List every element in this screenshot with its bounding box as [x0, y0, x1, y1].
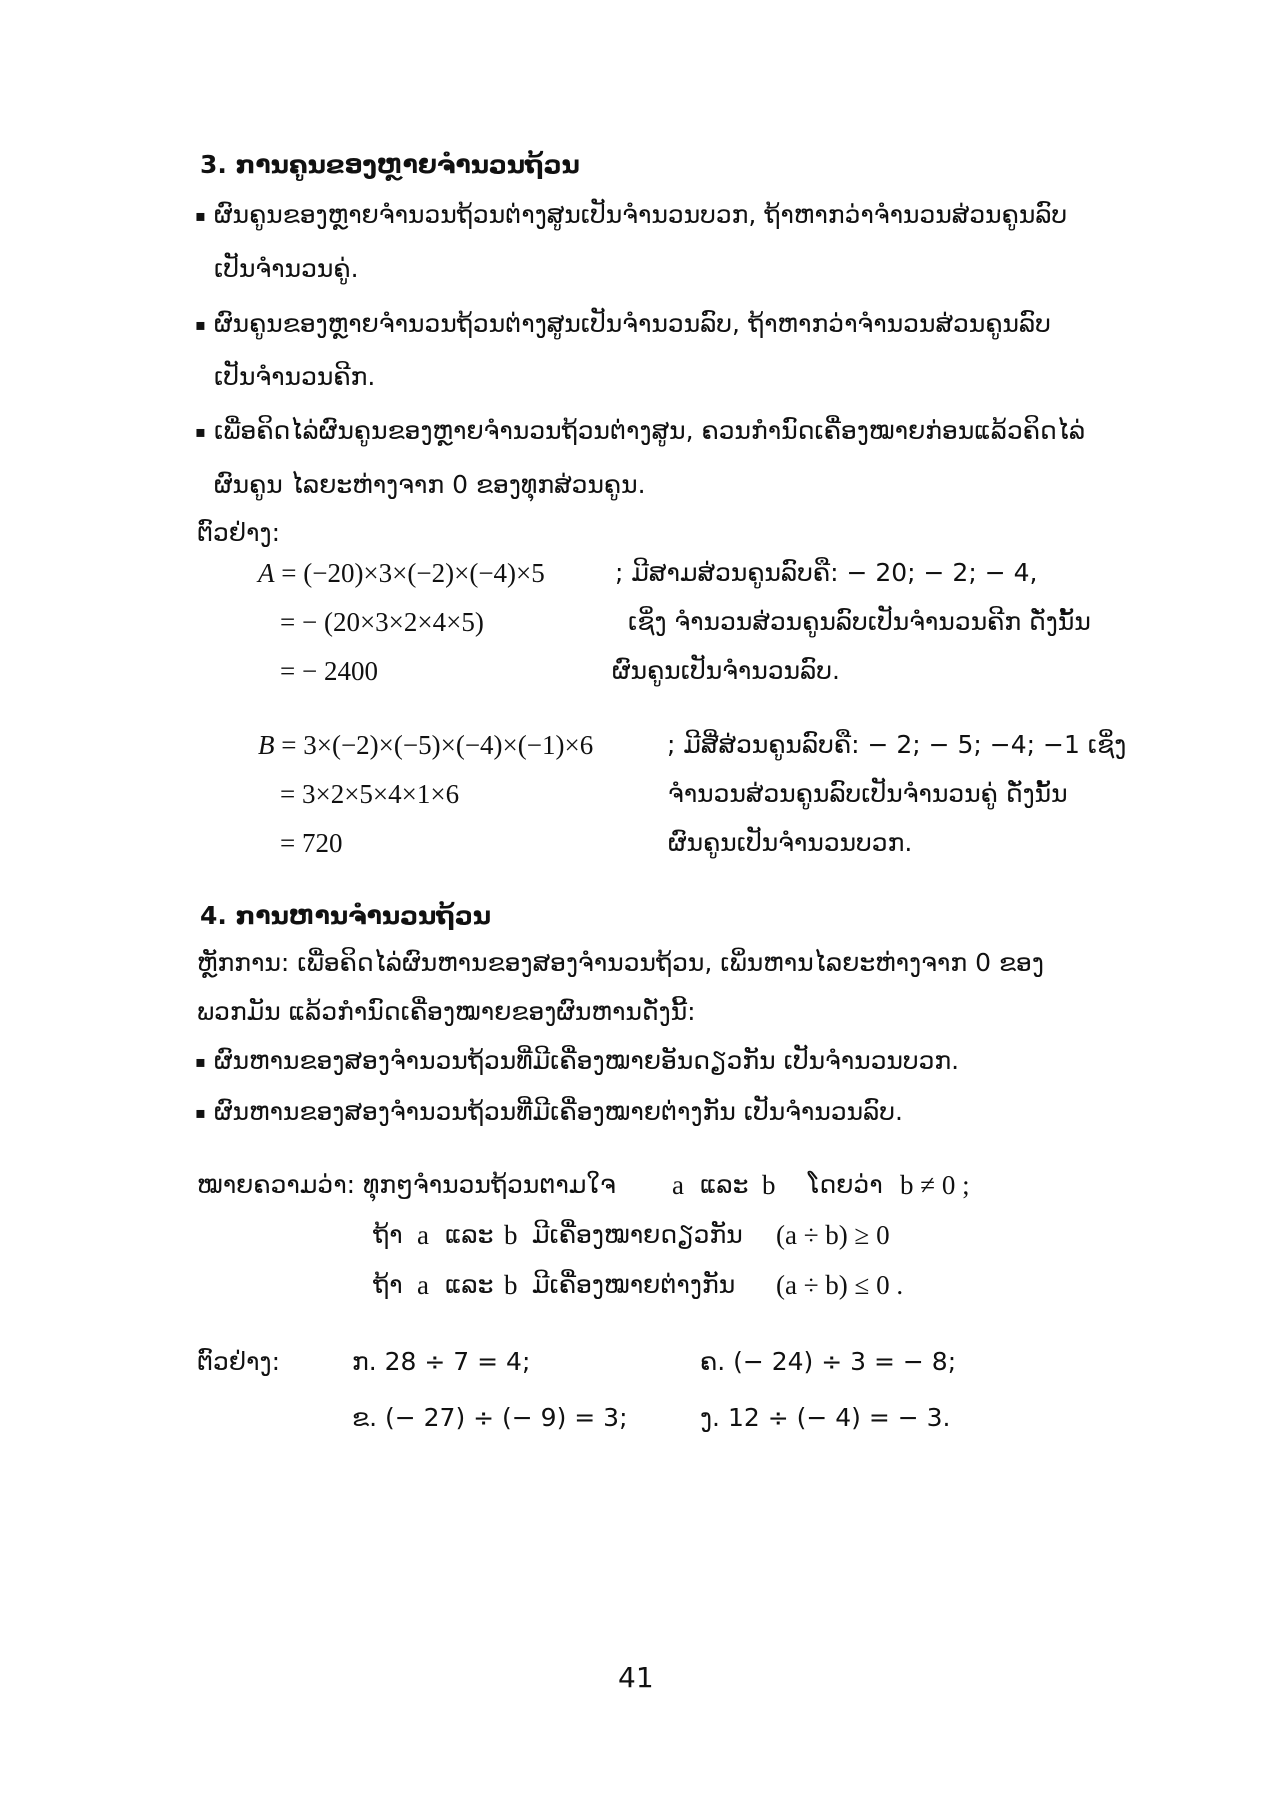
case-2-math: (a ÷ b) ≤ 0 .: [776, 1270, 904, 1300]
example-b-line-1-text: ; ມີສີ່ສ່ວນຄູນລົບຄື: − 2; − 5; −4; −1 ເຊິ່ງ: [667, 730, 1127, 759]
bullet-marker: ▪: [195, 315, 206, 334]
section-4-rule-line-2: ພວກມັນ ແລ້ວກຳນົດເຄື່ອງໝາຍຂອງຜົນຫານດັ່ງນີ້:: [197, 997, 696, 1026]
case-1-var-a: a: [417, 1220, 429, 1250]
case-1-text: ມີເຄື່ອງໝາຍດຽວກັນ: [532, 1220, 743, 1249]
example-b-line-1-math: B = 3×(−2)×(−5)×(−4)×(−1)×6: [258, 730, 594, 760]
example-a-line-3-text: ຜົນຄູນເປັນຈຳນວນລົບ.: [612, 656, 840, 685]
bullet-marker: ▪: [195, 206, 206, 225]
division-example-khai: ຂ. (− 27) ÷ (− 9) = 3;: [352, 1403, 628, 1432]
section-4-rule-line-1: ຫຼັກການ: ເພື່ອຄິດໄລ່ຜົນຫານຂອງສອງຈຳນວນຖ້ວນ, ເພິ່ນຫານໄລຍະຫ່າງຈາກ 0 ຂອງ: [197, 948, 1044, 977]
section-4-bullet-1: ຜົນຫານຂອງສອງຈຳນວນຖ້ວນທີ່ມີເຄື່ອງໝາຍອັນດຽວກັນ ເປັນຈຳນວນບວກ.: [214, 1046, 960, 1075]
division-example-kho: ຄ. (− 24) ÷ 3 = − 8;: [700, 1347, 957, 1376]
meaning-and: ແລະ: [700, 1170, 749, 1199]
example-a-line-2-text: ເຊິ່ງ ຈຳນວນສ່ວນຄູນລົບເປັນຈຳນວນຄີກ ດັ່ງນັ້ນ: [628, 607, 1091, 636]
section-3-bullet-1-line-2: ເປັນຈຳນວນຄູ່.: [214, 254, 359, 283]
case-2-if: ຖ້າ: [373, 1270, 403, 1299]
example-a-line-3-math: = − 2400: [280, 656, 378, 686]
variable-a: A: [258, 558, 275, 588]
meaning-var-a: a: [672, 1170, 684, 1200]
example-label: ຕົວຢ່າງ:: [197, 518, 280, 547]
meaning-condition: b ≠ 0 ;: [900, 1170, 970, 1200]
meaning-var-b: b: [762, 1170, 776, 1200]
case-1-var-b: b: [504, 1220, 518, 1250]
case-2-var-b: b: [504, 1270, 518, 1300]
section-3-title: 3. ການຄູນຂອງຫຼາຍຈຳນວນຖ້ວນ: [200, 150, 580, 179]
case-1-if: ຖ້າ: [373, 1220, 403, 1249]
section-3-bullet-3-line-1: ເພື່ອຄິດໄລ່ຜົນຄູນຂອງຫຼາຍຈຳນວນຖ້ວນຕ່າງສູນ, ຄວນກຳນົດເຄື່ອງໝາຍກ່ອນແລ້ວຄິດໄລ່: [214, 416, 1086, 445]
case-2-var-a: a: [417, 1270, 429, 1300]
example-b-line-3-math: = 720: [280, 828, 343, 858]
section-3-bullet-2-line-2: ເປັນຈຳນວນຄີກ.: [214, 362, 376, 391]
example-a-line-1-math: A = (−20)×3×(−2)×(−4)×5: [258, 558, 545, 588]
case-2-text: ມີເຄື່ອງໝາຍຕ່າງກັນ: [532, 1270, 736, 1299]
variable-b: B: [258, 730, 275, 760]
division-example-ka: ກ. 28 ÷ 7 = 4;: [352, 1347, 531, 1376]
meaning-by: ໂດຍວ່າ: [808, 1170, 883, 1199]
case-2-and: ແລະ: [445, 1270, 494, 1299]
section-3-bullet-2-line-1: ຜົນຄູນຂອງຫຼາຍຈຳນວນຖ້ວນຕ່າງສູນເປັນຈຳນວນລົບ, ຖ້າຫາກວ່າຈຳນວນສ່ວນຄູນລົບ: [214, 309, 1051, 338]
division-example-label: ຕົວຢ່າງ:: [197, 1347, 280, 1376]
case-1-math: (a ÷ b) ≥ 0: [776, 1220, 890, 1250]
bullet-marker: ▪: [195, 422, 206, 441]
example-b-line-3-text: ຜົນຄູນເປັນຈຳນວນບວກ.: [668, 828, 913, 857]
example-b-line-2-text: ຈຳນວນສ່ວນຄູນລົບເປັນຈຳນວນຄູ່ ດັ່ງນັ້ນ: [668, 779, 1068, 808]
example-a-line-2-math: = − (20×3×2×4×5): [280, 607, 484, 637]
case-1-and: ແລະ: [445, 1220, 494, 1249]
section-4-title: 4. ການຫານຈຳນວນຖ້ວນ: [200, 901, 492, 930]
example-a-line-1-text: ; ມີສາມສ່ວນຄູນລົບຄື: − 20; − 2; − 4,: [615, 558, 1038, 587]
bullet-marker: ▪: [195, 1052, 206, 1071]
bullet-marker: ▪: [195, 1103, 206, 1122]
section-3-bullet-3-line-2: ຜົນຄູນ ໄລຍະຫ່າງຈາກ 0 ຂອງທຸກສ່ວນຄູນ.: [214, 470, 646, 499]
section-3-bullet-1-line-1: ຜົນຄູນຂອງຫຼາຍຈຳນວນຖ້ວນຕ່າງສູນເປັນຈຳນວນບວກ, ຖ້າຫາກວ່າຈຳນວນສ່ວນຄູນລົບ: [214, 200, 1068, 229]
page-number: 41: [618, 1661, 654, 1694]
division-example-ngo: ງ. 12 ÷ (− 4) = − 3.: [700, 1403, 951, 1432]
example-b-line-2-math: = 3×2×5×4×1×6: [280, 779, 460, 809]
section-4-bullet-2: ຜົນຫານຂອງສອງຈຳນວນຖ້ວນທີ່ມີເຄື່ອງໝາຍຕ່າງກັນ ເປັນຈຳນວນລົບ.: [214, 1097, 903, 1126]
meaning-label: ໝາຍຄວາມວ່າ: ທຸກໆຈຳນວນຖ້ວນຕາມໃຈ: [197, 1170, 616, 1199]
